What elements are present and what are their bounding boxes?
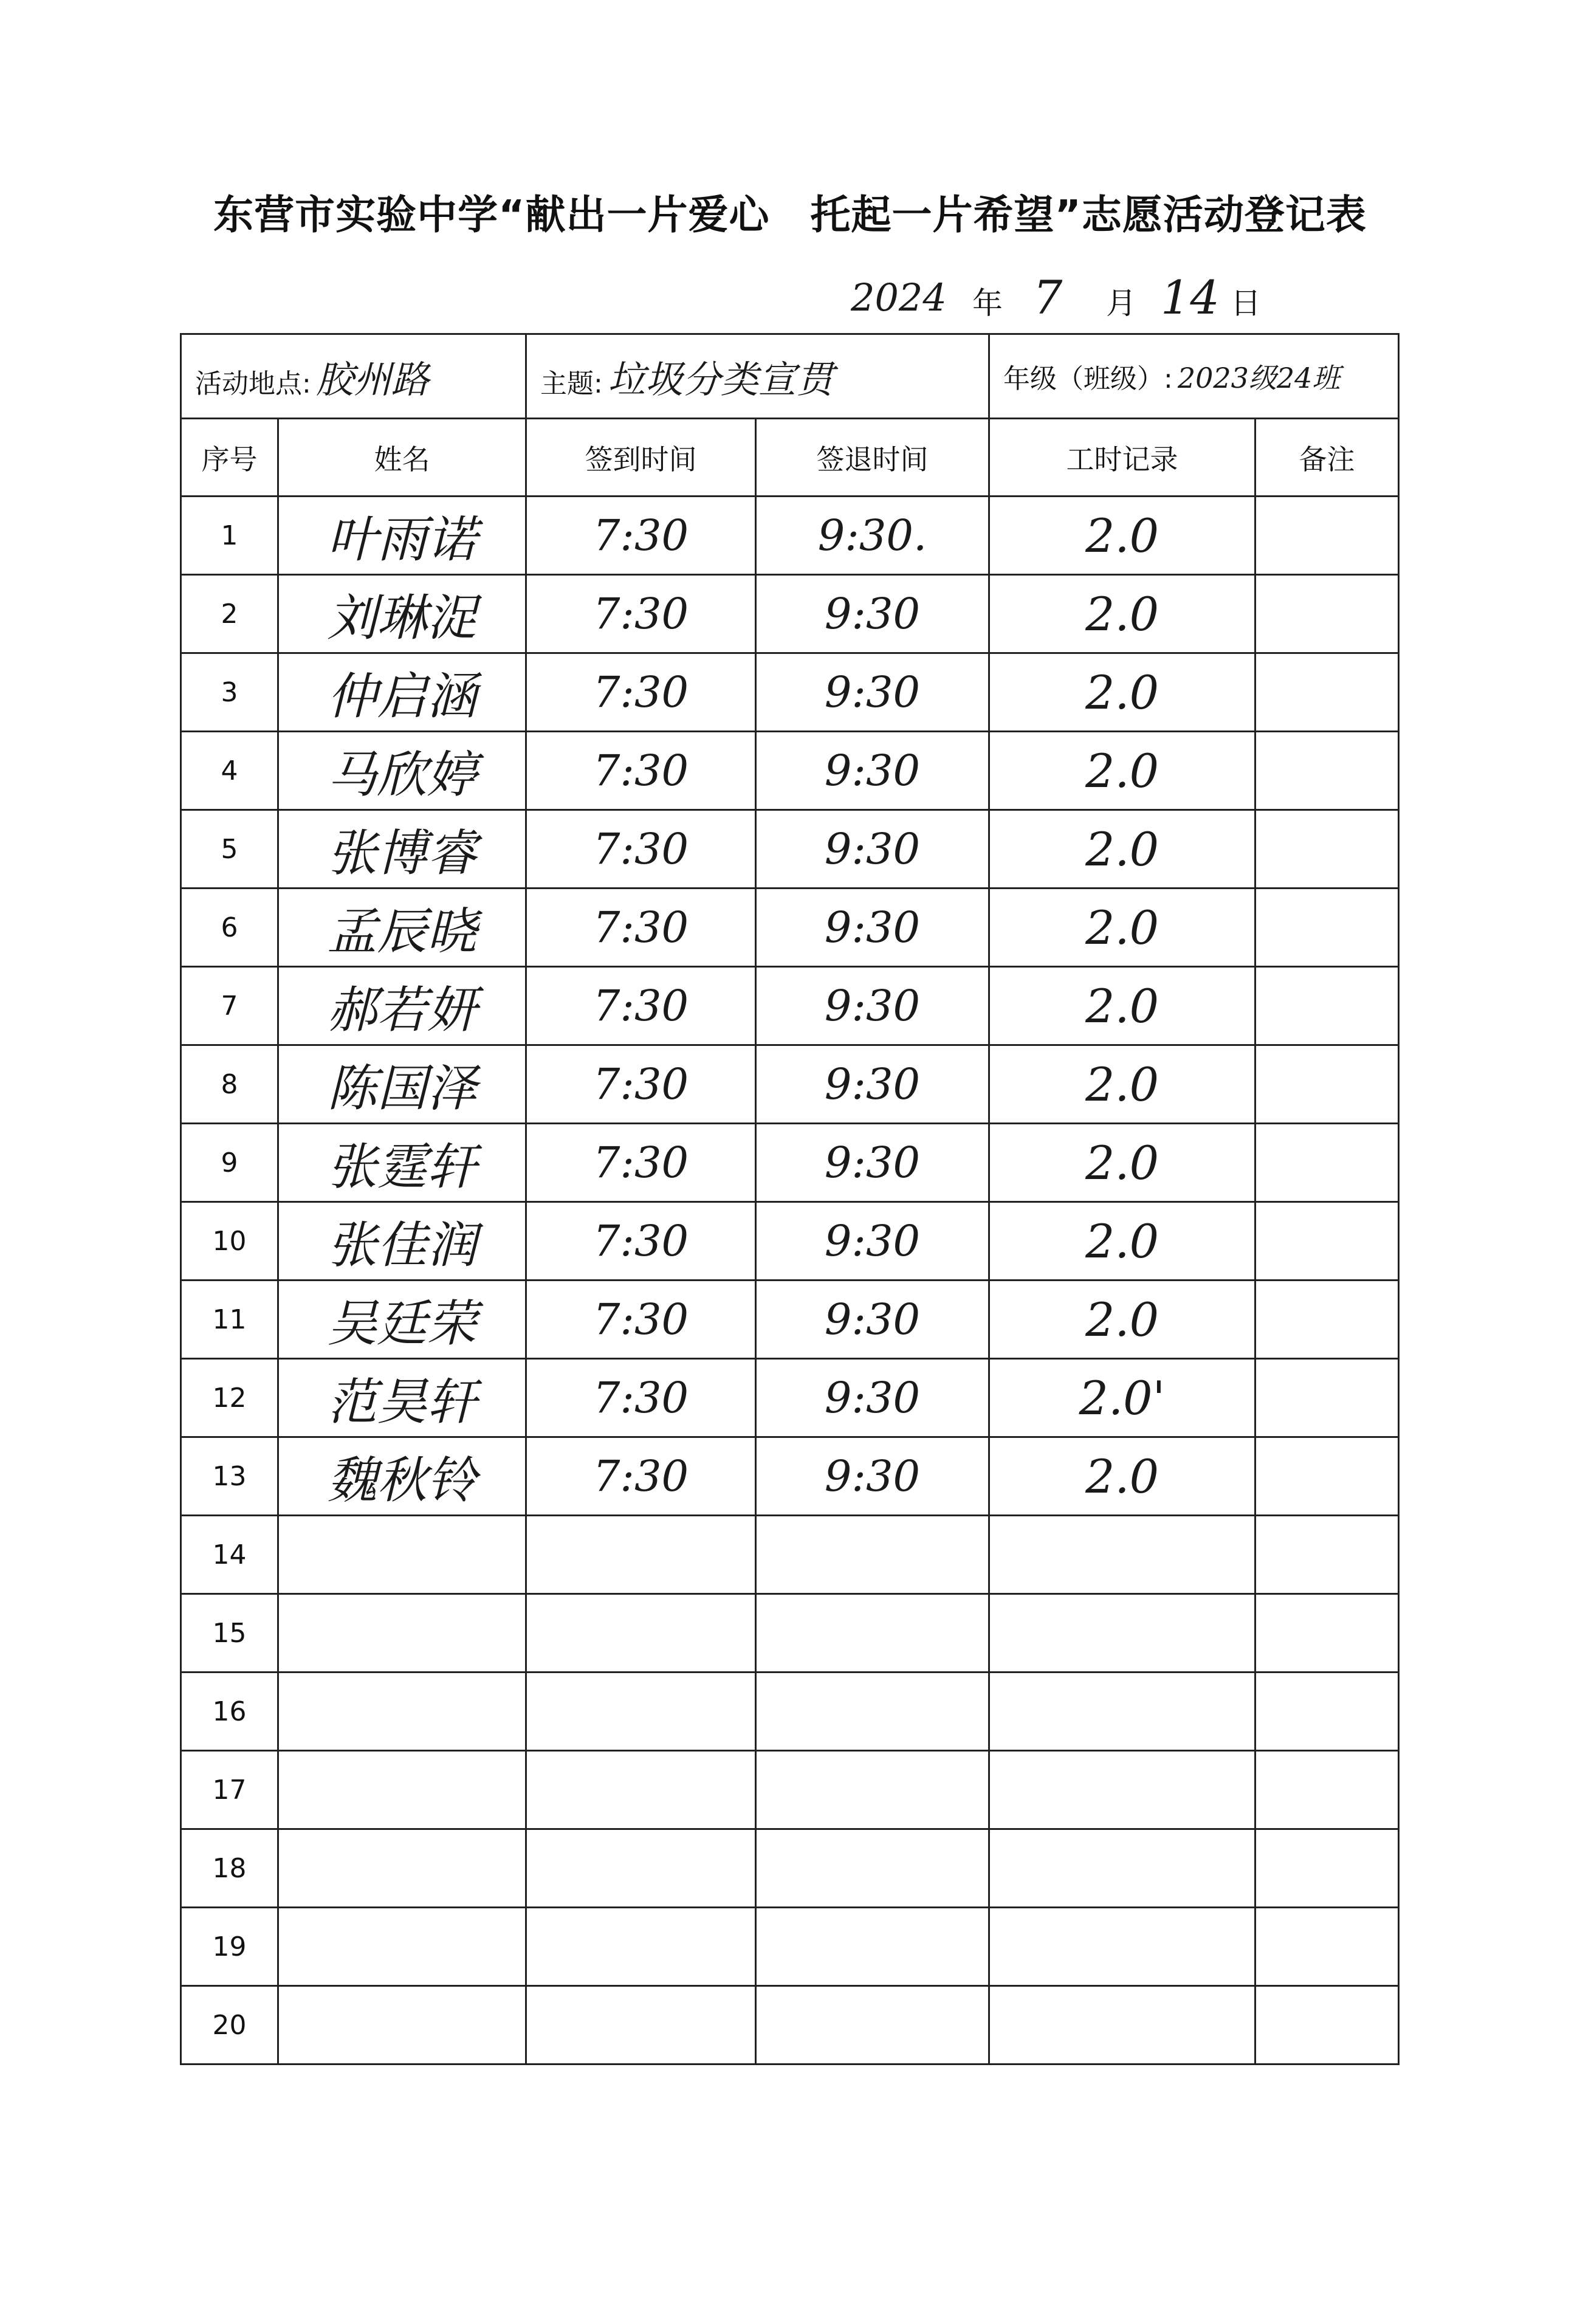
table-row [181, 1281, 1399, 1359]
hours-record: 2.0 [989, 497, 1255, 575]
hours-record: 2.0 [989, 810, 1255, 889]
row-number: 13 [181, 1437, 278, 1516]
row-number: 12 [181, 1359, 278, 1437]
sign-in-time: 7:30 [526, 810, 756, 889]
row-number: 18 [181, 1829, 278, 1908]
hours-record: 2.0 [989, 1202, 1255, 1281]
date-day-label: 日 [1231, 286, 1261, 321]
remark-cell [1255, 497, 1399, 575]
sign-in-time: 7:30 [526, 653, 756, 732]
sign-out-time: 9:30 [756, 889, 989, 967]
date-year: 2024 [851, 275, 947, 320]
date-line [851, 270, 1276, 331]
row-number: 8 [181, 1045, 278, 1124]
remark-cell [1255, 1594, 1399, 1673]
row-number: 6 [181, 889, 278, 967]
date-day: 14 [1161, 270, 1220, 325]
row-number: 5 [181, 810, 278, 889]
location-label: 活动地点: [195, 368, 311, 399]
sign-in-time: 7:30 [526, 1202, 756, 1281]
remark-cell [1255, 1359, 1399, 1437]
col-header-hours: 工时记录 [989, 419, 1255, 497]
sign-in-time: 7:30 [526, 889, 756, 967]
grade-cell [989, 334, 1399, 419]
volunteer-name: 范昊轩 [278, 1359, 526, 1437]
table-row [181, 1045, 1399, 1124]
volunteer-name: 张佳润 [278, 1202, 526, 1281]
remark-cell [1255, 1124, 1399, 1202]
theme-label: 主题: [540, 368, 603, 399]
sign-out-time [756, 1908, 989, 1986]
registration-table [180, 333, 1400, 2065]
sign-in-time [526, 1516, 756, 1594]
sign-out-time: 9:30 [756, 1045, 989, 1124]
remark-cell [1255, 1751, 1399, 1829]
col-header-number: 序号 [181, 419, 278, 497]
row-number: 15 [181, 1594, 278, 1673]
remark-cell [1255, 1673, 1399, 1751]
table-row [181, 889, 1399, 967]
sign-in-time: 7:30 [526, 575, 756, 653]
row-number: 3 [181, 653, 278, 732]
row-number: 16 [181, 1673, 278, 1751]
theme-cell [526, 334, 989, 419]
sign-out-time: 9:30. [756, 497, 989, 575]
table-row [181, 732, 1399, 810]
table-row [181, 1437, 1399, 1516]
row-number: 20 [181, 1986, 278, 2064]
sign-in-time: 7:30 [526, 967, 756, 1045]
table-row [181, 1829, 1399, 1908]
table-row [181, 1908, 1399, 1986]
volunteer-name [278, 1751, 526, 1829]
volunteer-name: 仲启涵 [278, 653, 526, 732]
sign-out-time [756, 1594, 989, 1673]
hours-record: 2.0 [989, 653, 1255, 732]
row-number: 17 [181, 1751, 278, 1829]
hours-record [989, 1908, 1255, 1986]
row-number: 11 [181, 1281, 278, 1359]
remark-cell [1255, 967, 1399, 1045]
remark-cell [1255, 1986, 1399, 2064]
sign-out-time [756, 1829, 989, 1908]
volunteer-name [278, 1594, 526, 1673]
sign-out-time: 9:30 [756, 1281, 989, 1359]
sign-out-time: 9:30 [756, 1202, 989, 1281]
volunteer-name [278, 1908, 526, 1986]
table-row [181, 1124, 1399, 1202]
hours-record: 2.0' [989, 1359, 1255, 1437]
date-month: 7 [1033, 270, 1063, 325]
table-row [181, 967, 1399, 1045]
sign-in-time [526, 1908, 756, 1986]
volunteer-name: 张博睿 [278, 810, 526, 889]
hours-record: 2.0 [989, 967, 1255, 1045]
sign-out-time: 9:30 [756, 1437, 989, 1516]
row-number: 1 [181, 497, 278, 575]
sign-out-time: 9:30 [756, 810, 989, 889]
volunteer-name: 孟辰晓 [278, 889, 526, 967]
sign-in-time [526, 1673, 756, 1751]
remark-cell [1255, 1908, 1399, 1986]
sign-in-time: 7:30 [526, 497, 756, 575]
row-number: 4 [181, 732, 278, 810]
hours-record: 2.0 [989, 575, 1255, 653]
grade-value: 2023级24班 [1177, 362, 1341, 394]
sign-in-time: 7:30 [526, 1359, 756, 1437]
hours-record: 2.0 [989, 732, 1255, 810]
volunteer-name: 陈国泽 [278, 1045, 526, 1124]
remark-cell [1255, 810, 1399, 889]
sign-in-time [526, 1594, 756, 1673]
row-number: 10 [181, 1202, 278, 1281]
hours-record [989, 1751, 1255, 1829]
table-row [181, 1594, 1399, 1673]
remark-cell [1255, 1829, 1399, 1908]
remark-cell [1255, 889, 1399, 967]
hours-record [989, 1516, 1255, 1594]
sign-in-time [526, 1986, 756, 2064]
hours-record: 2.0 [989, 1124, 1255, 1202]
sign-out-time [756, 1986, 989, 2064]
table-row [181, 1986, 1399, 2064]
remark-cell [1255, 1045, 1399, 1124]
hours-record: 2.0 [989, 1281, 1255, 1359]
sign-out-time: 9:30 [756, 575, 989, 653]
grade-label: 年级（班级）: [1003, 363, 1173, 394]
date-year-label: 年 [972, 286, 1003, 321]
header-row [181, 419, 1399, 497]
row-number: 19 [181, 1908, 278, 1986]
table-row [181, 1751, 1399, 1829]
form-title: 东营市实验中学“献出一片爱心 托起一片希望”志愿活动登记表 [213, 191, 1367, 238]
table-row [181, 810, 1399, 889]
table-row [181, 1516, 1399, 1594]
row-number: 14 [181, 1516, 278, 1594]
sign-in-time: 7:30 [526, 1045, 756, 1124]
remark-cell [1255, 732, 1399, 810]
col-header-sign-out: 签退时间 [756, 419, 989, 497]
col-header-sign-in: 签到时间 [526, 419, 756, 497]
row-number: 7 [181, 967, 278, 1045]
table-row [181, 1359, 1399, 1437]
volunteer-name: 马欣婷 [278, 732, 526, 810]
hours-record [989, 1673, 1255, 1751]
volunteer-name [278, 1829, 526, 1908]
table-row [181, 653, 1399, 732]
volunteer-name [278, 1986, 526, 2064]
sign-in-time: 7:30 [526, 1281, 756, 1359]
sign-out-time [756, 1751, 989, 1829]
hours-record [989, 1829, 1255, 1908]
location-value: 胶州路 [315, 357, 429, 402]
sign-out-time: 9:30 [756, 653, 989, 732]
sign-in-time [526, 1751, 756, 1829]
row-number: 2 [181, 575, 278, 653]
volunteer-name: 张霆轩 [278, 1124, 526, 1202]
volunteer-name: 郝若妍 [278, 967, 526, 1045]
hours-record: 2.0 [989, 1437, 1255, 1516]
sign-out-time: 9:30 [756, 732, 989, 810]
volunteer-name [278, 1673, 526, 1751]
hours-record: 2.0 [989, 889, 1255, 967]
hours-record [989, 1986, 1255, 2064]
remark-cell [1255, 1516, 1399, 1594]
remark-cell [1255, 1202, 1399, 1281]
sign-in-time [526, 1829, 756, 1908]
sign-out-time: 9:30 [756, 1359, 989, 1437]
col-header-remark: 备注 [1255, 419, 1399, 497]
table-row [181, 1673, 1399, 1751]
sign-out-time: 9:30 [756, 967, 989, 1045]
volunteer-name: 魏秋铃 [278, 1437, 526, 1516]
sign-out-time: 9:30 [756, 1124, 989, 1202]
info-row [181, 334, 1399, 419]
volunteer-name: 吴廷荣 [278, 1281, 526, 1359]
sign-in-time: 7:30 [526, 732, 756, 810]
hours-record: 2.0 [989, 1045, 1255, 1124]
sign-out-time [756, 1673, 989, 1751]
volunteer-name [278, 1516, 526, 1594]
table-row [181, 497, 1399, 575]
theme-value: 垃圾分类宣贯 [607, 357, 834, 402]
date-month-label: 月 [1106, 286, 1136, 321]
sign-out-time [756, 1516, 989, 1594]
remark-cell [1255, 1437, 1399, 1516]
sign-in-time: 7:30 [526, 1124, 756, 1202]
hours-record [989, 1594, 1255, 1673]
table-row [181, 1202, 1399, 1281]
col-header-name: 姓名 [278, 419, 526, 497]
table-row [181, 575, 1399, 653]
location-cell [181, 334, 526, 419]
volunteer-name: 叶雨诺 [278, 497, 526, 575]
remark-cell [1255, 1281, 1399, 1359]
remark-cell [1255, 653, 1399, 732]
sign-in-time: 7:30 [526, 1437, 756, 1516]
remark-cell [1255, 575, 1399, 653]
row-number: 9 [181, 1124, 278, 1202]
volunteer-name: 刘琳浞 [278, 575, 526, 653]
